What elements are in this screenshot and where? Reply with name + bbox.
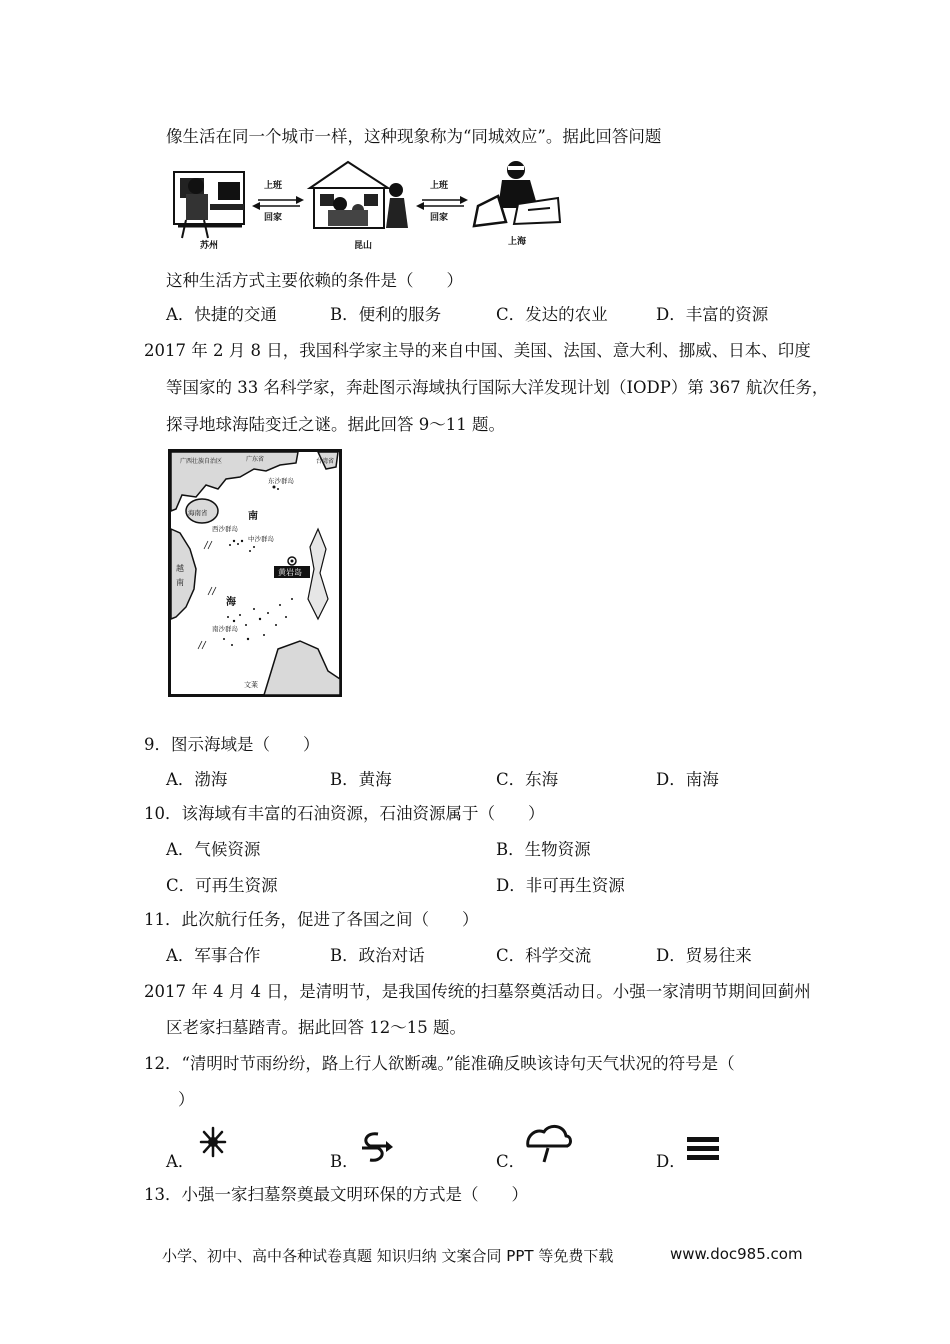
q10-option-a[interactable]: A．气候资源: [166, 840, 261, 859]
south-china-sea-map: [168, 449, 342, 697]
footer-text: 小学、初中、高中各种试卷真题 知识归纳 文案合同 PPT 等免费下载: [162, 1247, 614, 1265]
map-label-xisha: 西沙群岛: [212, 525, 238, 533]
q11-option-b[interactable]: B．政治对话: [330, 946, 425, 965]
q9-option-a[interactable]: A．渤海: [166, 770, 228, 789]
typhoon-icon: [356, 1130, 394, 1164]
question-11-stem: 11．此次航行任务，促进了各国之间（ ）: [144, 910, 479, 929]
arrow-label-work: 上班: [264, 181, 283, 191]
map-label-nan: 南: [248, 511, 258, 522]
city-label-shanghai: 上海: [508, 237, 527, 247]
map-label-wenlai: 文莱: [244, 681, 258, 689]
q8-option-a[interactable]: A．快捷的交通: [166, 305, 277, 324]
commute-figure: [168, 158, 568, 250]
shanghai-illustration: [474, 161, 560, 226]
map-label-taiwan: 台湾省: [316, 458, 335, 465]
q9-option-c[interactable]: C．东海: [496, 770, 559, 789]
question-9-stem: 9．图示海域是（ ）: [144, 735, 320, 754]
question-10-stem: 10．该海域有丰富的石油资源，石油资源属于（ ）: [144, 804, 545, 823]
q10-option-d[interactable]: D．非可再生资源: [496, 876, 625, 895]
q8-option-d[interactable]: D．丰富的资源: [656, 305, 769, 324]
arrow-label-home-2: 回家: [430, 213, 449, 223]
question-12-stem-tail: ）: [178, 1090, 195, 1109]
q12-option-c[interactable]: C．: [496, 1152, 526, 1171]
q11-option-c[interactable]: C．科学交流: [496, 946, 592, 965]
q9-option-b[interactable]: B．黄海: [330, 770, 392, 789]
map-label-hai: 海: [226, 597, 236, 608]
suzhou-illustration: [174, 172, 244, 238]
map-label-yue: 越: [176, 564, 184, 573]
arrow-label-work-2: 上班: [430, 181, 449, 191]
fog-icon: [686, 1136, 720, 1162]
rain-icon: [522, 1122, 574, 1164]
city-label-kunshan: 昆山: [354, 241, 373, 250]
map-label-nan2: 南: [176, 578, 184, 587]
map-label-zhongsha: 中沙群岛: [248, 535, 274, 543]
q12-option-d[interactable]: D．: [656, 1152, 686, 1171]
q12-option-a[interactable]: A．: [166, 1152, 195, 1171]
city-label-suzhou: 苏州: [200, 241, 219, 250]
q8-option-b[interactable]: B．便利的服务: [330, 305, 442, 324]
passage-text: 像生活在同一个城市一样，这种现象称为“同城效应”。据此回答问题: [166, 127, 662, 146]
map-label-dongsha: 东沙群岛: [268, 477, 294, 485]
map-label-guangxi: 广西壮族自治区: [180, 458, 223, 465]
q12-option-b[interactable]: B．: [330, 1152, 359, 1171]
question-12-stem: 12．“清明时节雨纷纷，路上行人欲断魂。”能准确反映该诗句天气状况的符号是（: [144, 1054, 735, 1073]
passage-text: 等国家的 33 名科学家，奔赴图示海域执行国际大洋发现计划（IODP）第 367 航次任务，: [166, 378, 829, 397]
passage-text: 2017 年 2 月 8 日，我国科学家主导的来自中国、美国、法国、意大利、挪威、日本、印度: [144, 341, 811, 360]
kunshan-illustration: [310, 162, 408, 228]
q10-option-b[interactable]: B．生物资源: [496, 840, 591, 859]
footer-link[interactable]: www.doc985.com: [670, 1245, 803, 1263]
map-label-nansha: 南沙群岛: [212, 625, 238, 633]
passage-text: 区老家扫墓踏青。据此回答 12～15 题。: [166, 1018, 466, 1037]
q11-option-a[interactable]: A．军事合作: [166, 946, 261, 965]
sun-icon: [198, 1124, 228, 1160]
question-8-stem: 这种生活方式主要依赖的条件是（ ）: [166, 271, 463, 290]
question-13-stem: 13．小强一家扫墓祭奠最文明环保的方式是（ ）: [144, 1185, 528, 1204]
map-label-huangyan: 黄岩岛: [278, 568, 302, 577]
passage-text: 2017 年 4 月 4 日，是清明节，是我国传统的扫墓祭奠活动日。小强一家清明节期间回蓟州: [144, 982, 811, 1001]
map-label-guangdong: 广东省: [246, 456, 265, 463]
q9-option-d[interactable]: D．南海: [656, 770, 719, 789]
map-label-hainan: 海南省: [188, 509, 208, 517]
arrow-label-home: 回家: [264, 213, 283, 223]
q10-option-c[interactable]: C．可再生资源: [166, 876, 278, 895]
q8-option-c[interactable]: C．发达的农业: [496, 305, 608, 324]
passage-text: 探寻地球海陆变迁之谜。据此回答 9～11 题。: [166, 415, 505, 434]
q11-option-d[interactable]: D．贸易往来: [656, 946, 752, 965]
